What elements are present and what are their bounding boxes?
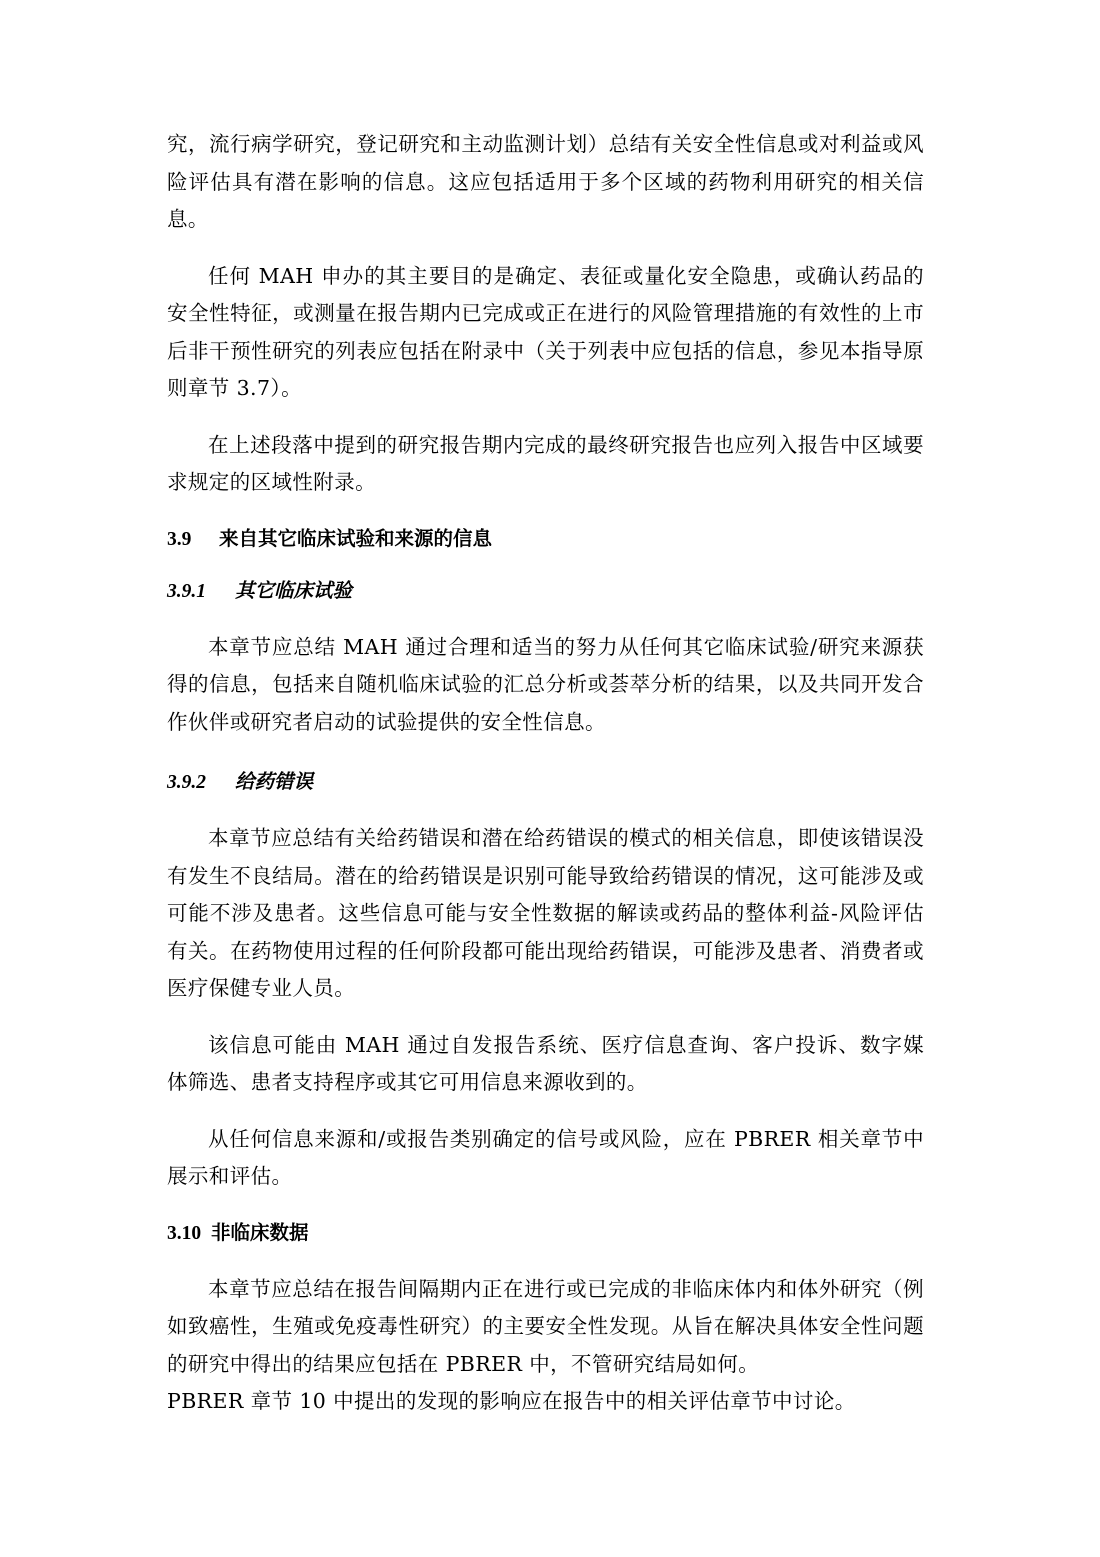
paragraph-pbrer-section-10: PBRER 章节 10 中提出的发现的影响应在报告中的相关评估章节中讨论。 — [167, 1389, 856, 1413]
section-title: 给药错误 — [235, 770, 314, 793]
section-heading-3-10 — [167, 1218, 924, 1249]
section-title: 其它临床试验 — [235, 578, 353, 602]
paragraph-final-study-reports: 在上述段落中提到的研究报告期内完成的最终研究报告也应列入报告中区域要求规定的区域性附录。 — [167, 432, 924, 494]
paragraph-nonclinical-data: 本章节应总结在报告间隔期内正在进行或已完成的非临床体内和体外研究（例如致癌性，生殖或免疫毒性研究）的主要安全性发现。从旨在解决具体安全性问题的研究中得出的结果应包括在 PBRER 中，不管研究结局如何。 — [167, 1276, 924, 1376]
section-heading-3-9 — [167, 524, 924, 555]
section-heading-3-9-2 — [167, 767, 924, 798]
section-number: 3.10 — [167, 1222, 202, 1244]
section-number: 3.9 — [167, 528, 192, 550]
section-title: 来自其它临床试验和来源的信息 — [219, 526, 493, 550]
document-page — [167, 126, 924, 1421]
section-number: 3.9.2 — [167, 772, 206, 793]
paragraph-nonintervention-studies: 任何 MAH 申办的其主要目的是确定、表征或量化安全隐患，或确认药品的安全性特征，或测量在报告期内已完成或正在进行的风险管理措施的有效性的上市后非干预性研究的列表应包括在附录中（关于列表中应包括的信息，参见本指导原则章节 3.7）。 — [167, 263, 924, 400]
paragraph-information-sources: 该信息可能由 MAH 通过自发报告系统、医疗信息查询、客户投诉、数字媒体筛选、患者支持程序或其它可用信息来源收到的。 — [167, 1032, 924, 1094]
paragraph-other-clinical-trials: 本章节应总结 MAH 通过合理和适当的努力从任何其它临床试验/研究来源获得的信息，包括来自随机临床试验的汇总分析或荟萃分析的结果，以及共同开发合作伙伴或研究者启动的试验提供的安全性信息。 — [167, 634, 924, 734]
paragraph-medication-errors: 本章节应总结有关给药错误和潜在给药错误的模式的相关信息，即使该错误没有发生不良结局。潜在的给药错误是识别可能导致给药错误的情况，这可能涉及或可能不涉及患者。这些信息可能与安全性数据的解读或药品的整体利益-风险评估有关。在药物使用过程的任何阶段都可能出现给药错误，可能涉及患者、消费者或医疗保健专业人员。 — [167, 826, 924, 1000]
paragraph-signals-risks: 从任何信息来源和/或报告类别确定的信号或风险，应在 PBRER 相关章节中展示和评估。 — [167, 1126, 924, 1188]
section-heading-3-9-1 — [167, 576, 924, 607]
section-number: 3.9.1 — [167, 580, 206, 602]
paragraph-continued: 究，流行病学研究，登记研究和主动监测计划）总结有关安全性信息或对利益或风险评估具有潜在影响的信息。这应包括适用于多个区域的药物利用研究的相关信息。 — [167, 132, 924, 231]
section-title: 非临床数据 — [211, 1220, 309, 1244]
